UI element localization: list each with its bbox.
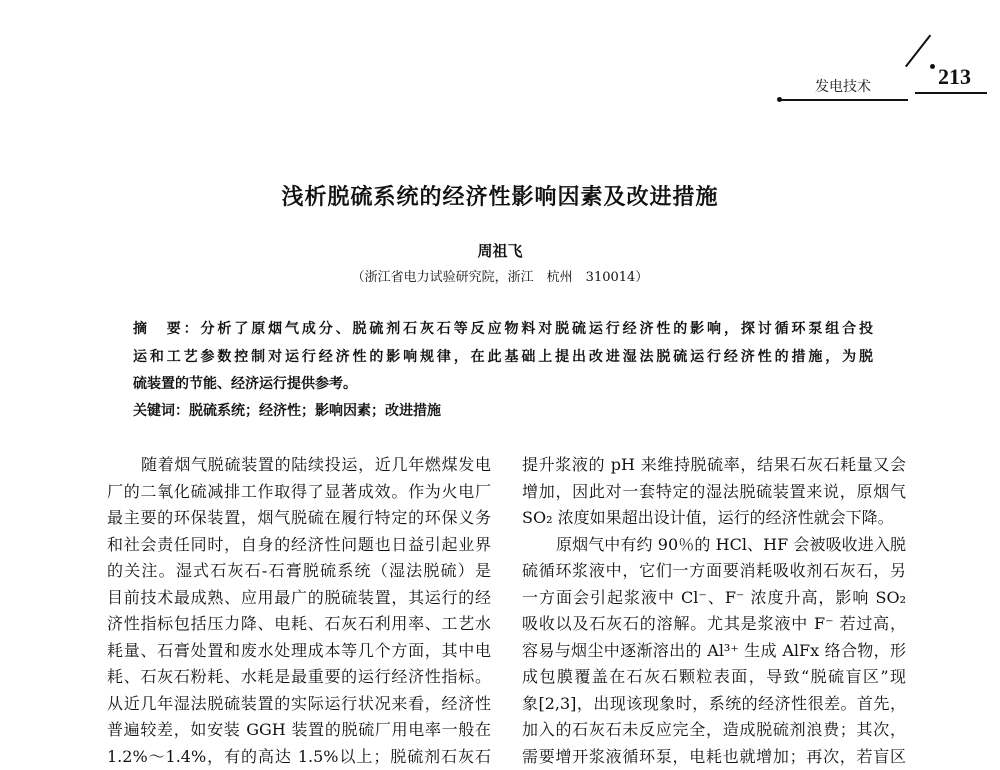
- body-line: 1.2%～1.4%，有的高达 1.5%以上；脱硫剂石灰石: [107, 744, 491, 770]
- body-line: 目前技术最成熟、应用最广的脱硫装置，其运行的经: [107, 585, 491, 612]
- author: 周祖飞: [0, 240, 1000, 261]
- body-line: 耗、石灰石粉耗、水耗是最重要的运行经济性指标。: [107, 664, 491, 691]
- body-line: 济性指标包括压力降、电耗、石灰石利用率、工艺水: [107, 611, 491, 638]
- body-line: 最主要的环保装置，烟气脱硫在履行特定的环保义务: [107, 505, 491, 532]
- keywords-line: [133, 400, 873, 420]
- body-line: 的关注。湿式石灰石-石膏脱硫系统（湿法脱硫）是: [107, 558, 491, 585]
- body-right-column: [522, 452, 906, 770]
- abstract-line: [133, 318, 873, 338]
- body-line: 象[2,3]，出现该现象时，系统的经济性很差。首先，: [522, 691, 906, 718]
- header-rule-diagonal: [905, 34, 931, 67]
- body-line: 普遍较差，如安装 GGH 装置的脱硫厂用电率一般在: [107, 717, 491, 744]
- body-line: 随着烟气脱硫装置的陆续投运，近几年燃煤发电: [107, 452, 491, 479]
- body-line: SO₂ 浓度如果超出设计值，运行的经济性就会下降。: [522, 505, 906, 532]
- keywords-text: 脱硫系统；经济性；影响因素；改进措施: [189, 403, 441, 419]
- body-line: 吸收以及石灰石的溶解。尤其是浆液中 F⁻ 若过高，: [522, 611, 906, 638]
- running-header-section: 发电技术: [815, 76, 871, 96]
- body-left-column: [107, 452, 491, 770]
- body-line: 从近几年湿法脱硫装置的实际运行状况来看，经济性: [107, 691, 491, 718]
- abstract-label: 摘 要：: [133, 321, 201, 337]
- header-rule-dot: [930, 64, 935, 69]
- body-line: 硫循环浆液中，它们一方面要消耗吸收剂石灰石，另: [522, 558, 906, 585]
- body-line: 增加，因此对一套特定的湿法脱硫装置来说，原烟气: [522, 479, 906, 506]
- header-rule: [780, 99, 908, 101]
- abstract-line: 硫装置的节能、经济运行提供参考。: [133, 373, 873, 393]
- body-line: 厂的二氧化硫减排工作取得了显著成效。作为火电厂: [107, 479, 491, 506]
- keywords-label: 关键词：: [133, 403, 189, 419]
- body-line: 原烟气中有约 90％的 HCl、HF 会被吸收进入脱: [522, 532, 906, 559]
- body-line: 成包膜覆盖在石灰石颗粒表面，导致“脱硫盲区”现: [522, 664, 906, 691]
- page-number-rule: [915, 92, 987, 94]
- body-line: 加入的石灰石未反应完全，造成脱硫剂浪费；其次，: [522, 717, 906, 744]
- abstract-text: 分析了原烟气成分、脱硫剂石灰石等反应物料对脱硫运行经济性的影响，探讨循环泵组合投: [201, 321, 873, 337]
- body-line: 需要增开浆液循环泵，电耗也就增加；再次，若盲区: [522, 744, 906, 770]
- body-line: 耗量、石膏处置和废水处理成本等几个方面，其中电: [107, 638, 491, 665]
- abstract-line: 运和工艺参数控制对运行经济性的影响规律，在此基础上提出改进湿法脱硫运行经济性的措施，为脱: [133, 346, 873, 366]
- body-line: 和社会责任同时，自身的经济性问题也日益引起业界: [107, 532, 491, 559]
- body-line: 提升浆液的 pH 来维持脱硫率，结果石灰石耗量又会: [522, 452, 906, 479]
- article-title: 浅析脱硫系统的经济性影响因素及改进措施: [0, 180, 1000, 211]
- page-number: 213: [938, 64, 971, 90]
- body-line: 一方面会引起浆液中 Cl⁻、F⁻ 浓度升高，影响 SO₂: [522, 585, 906, 612]
- body-line: 容易与烟尘中逐渐溶出的 Al³⁺ 生成 AlFx 络合物，形: [522, 638, 906, 665]
- affiliation: （浙江省电力试验研究院，浙江 杭州 310014）: [0, 266, 1000, 285]
